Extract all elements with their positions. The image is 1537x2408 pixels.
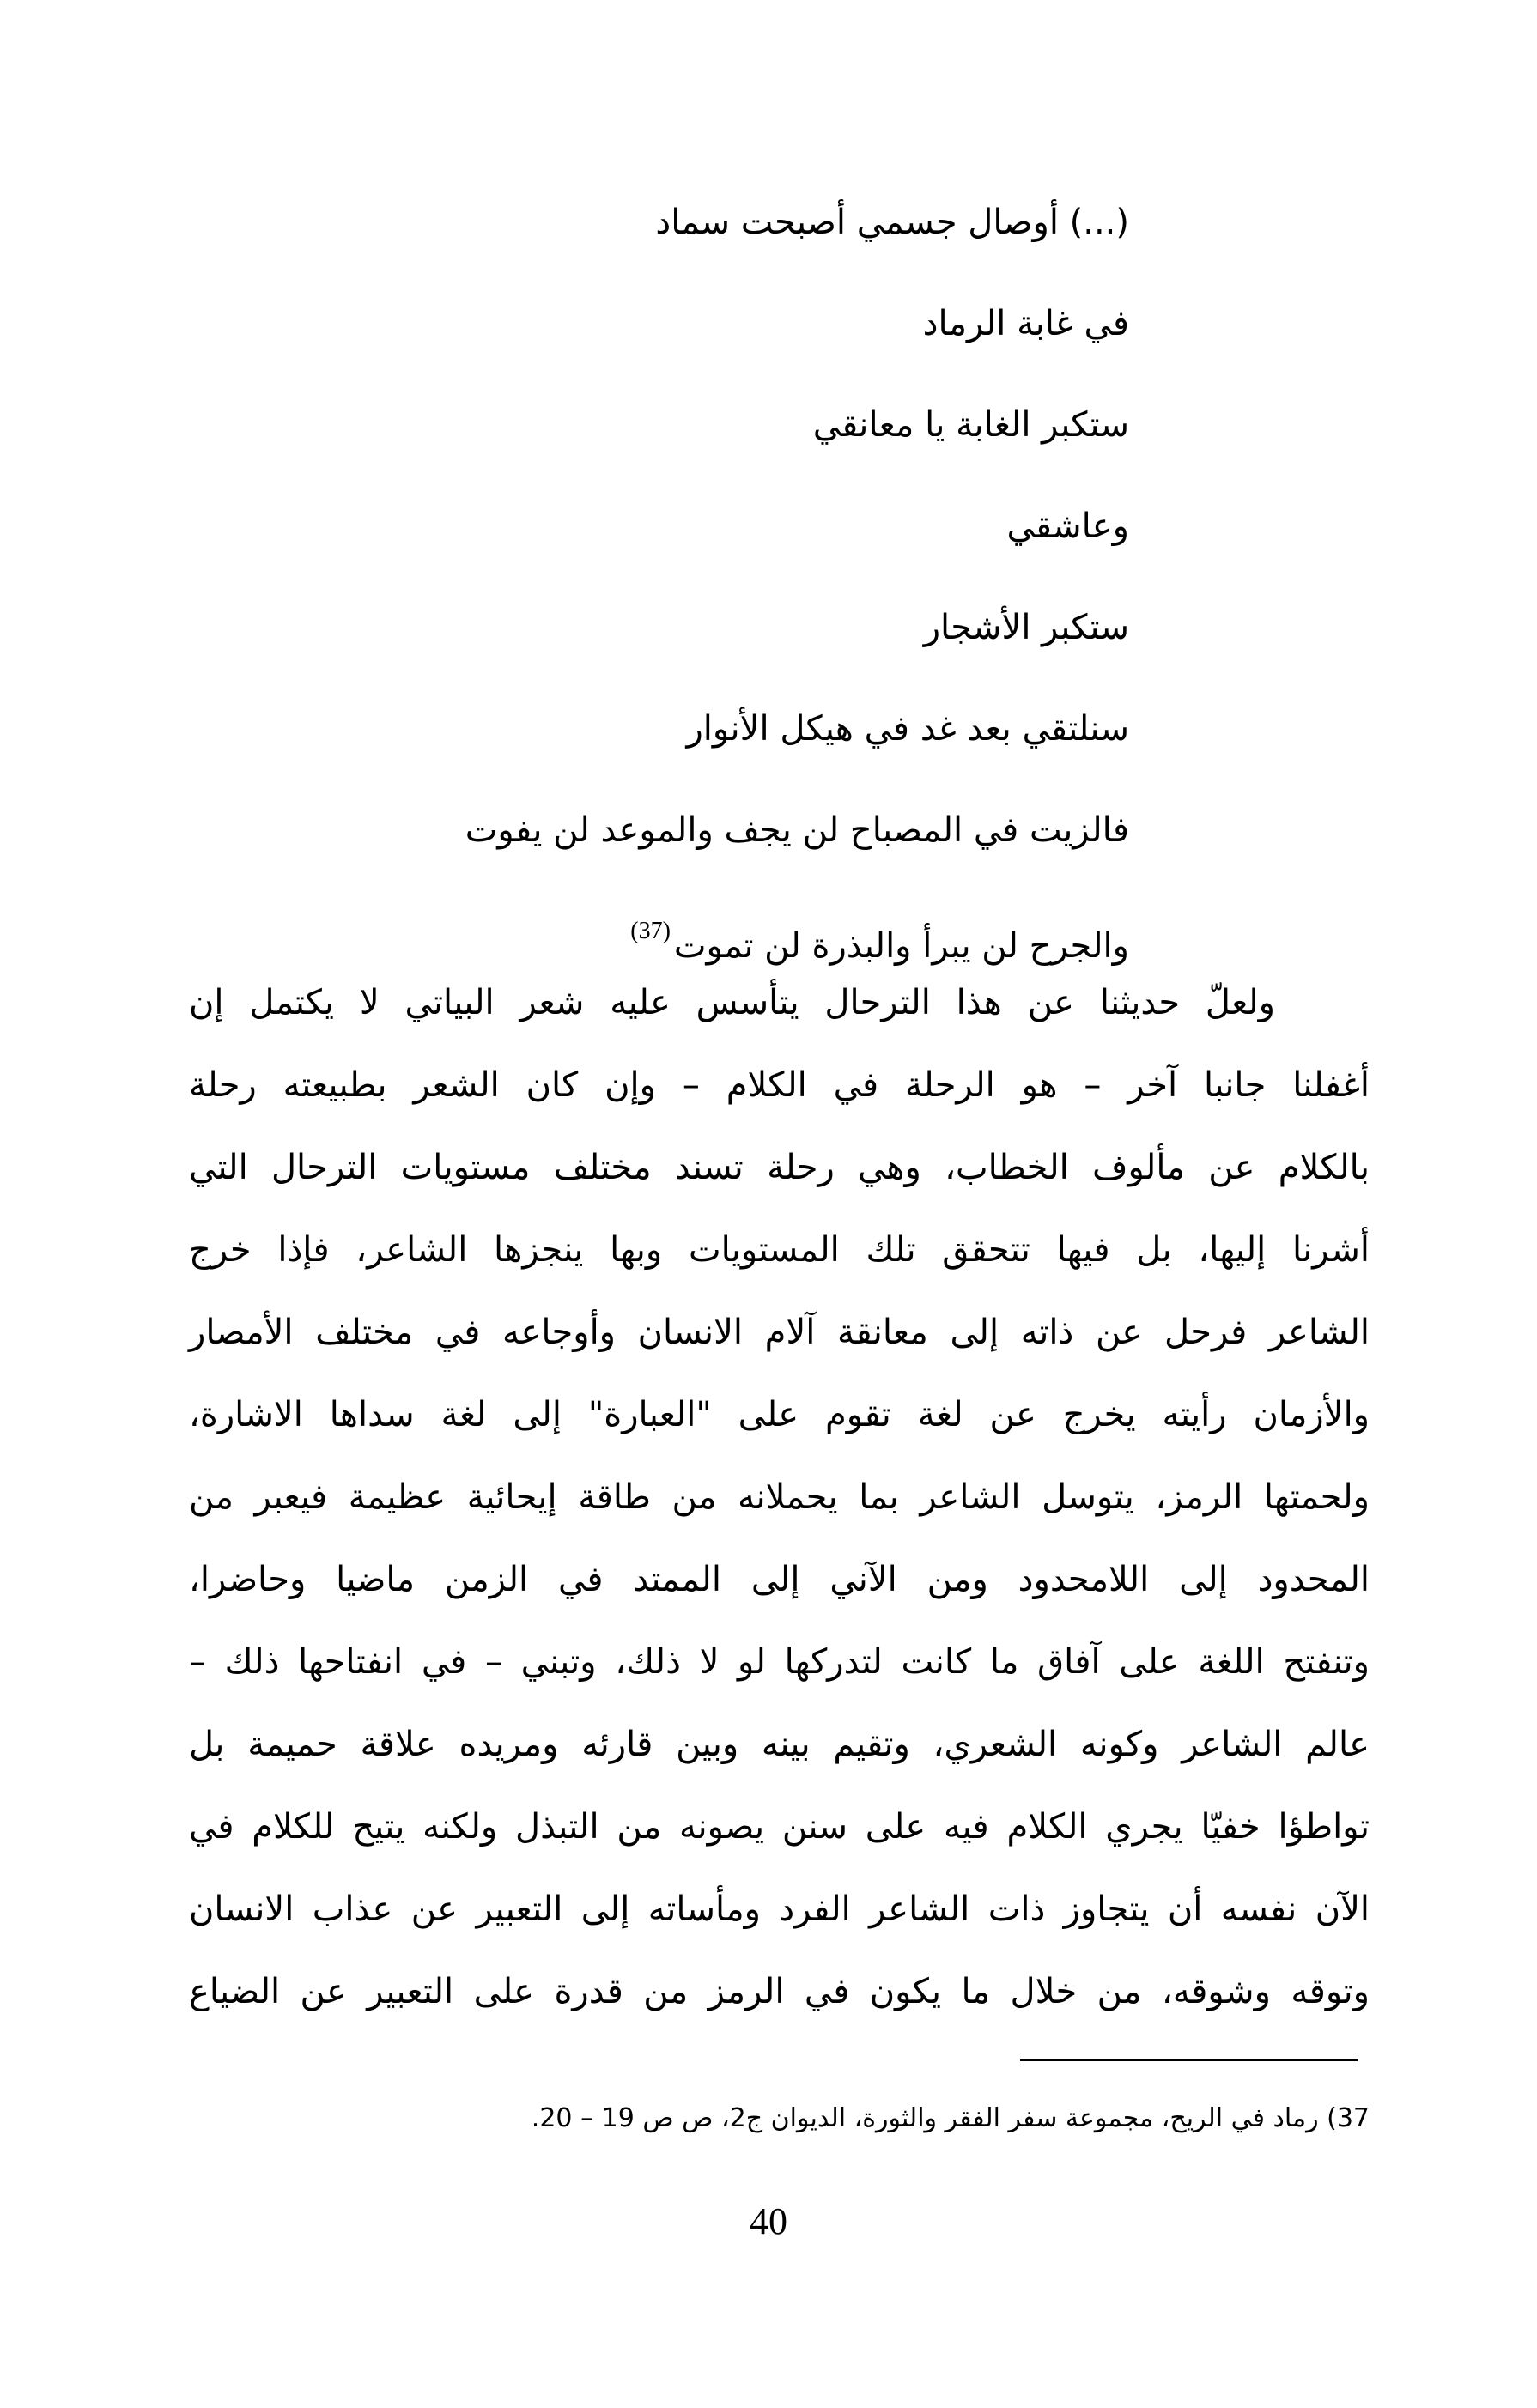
paragraph-line: الشاعر فرحل عن ذاته إلى معانقة آلام الانسان وأوجاعه في مختلف الأمصار bbox=[189, 1313, 1370, 1352]
paragraph-line: ولعلّ حديثنا عن هذا الترحال يتأسس عليه شعر البياتي لا يكتمل إن bbox=[189, 983, 1275, 1022]
poem-line: في غابة الرماد bbox=[922, 304, 1129, 343]
poem-line: ستكبر الأشجار bbox=[923, 608, 1129, 647]
page-number: 40 bbox=[750, 2200, 787, 2242]
poem-line: وعاشقي bbox=[1006, 506, 1129, 546]
paragraph-line: أغفلنا جانبا آخر – هو الرحلة في الكلام – وإن كان الشعر بطبيعته رحلة bbox=[189, 1065, 1370, 1105]
paragraph-line: ولحمتها الرمز، يتوسل الشاعر بما يحملانه من طاقة إيحائية عظيمة فيعبر من bbox=[189, 1477, 1370, 1517]
paragraph-line: الآن نفسه أن يتجاوز ذات الشاعر الفرد ومأساته إلى التعبير عن عذاب الانسان bbox=[189, 1889, 1370, 1929]
paragraph-line: والأزمان رأيته يخرج عن لغة تقوم على "العبارة" إلى لغة سداها الاشارة، bbox=[189, 1395, 1370, 1434]
paragraph-line: تواطؤا خفيّا يجري الكلام فيه على سنن يصونه من التبذل ولكنه يتيح للكلام في bbox=[189, 1807, 1370, 1847]
paragraph-line: بالكلام عن مألوف الخطاب، وهي رحلة تسند مختلف مستويات الترحال التي bbox=[189, 1148, 1370, 1187]
poem-line: فالزيت في المصباح لن يجف والموعد لن يفوت bbox=[465, 810, 1129, 850]
footnote: 37) رماد في الريح، مجموعة سفر الفقر والثورة، الديوان ج2، ص ص 19 – 20. bbox=[531, 2103, 1370, 2133]
paragraph-line: أشرنا إليها، بل فيها تتحقق تلك المستويات وبها ينجزها الشاعر، فإذا خرج bbox=[189, 1230, 1370, 1270]
paragraph-line: المحدود إلى اللامحدود ومن الآني إلى الممتد في الزمن ماضيا وحاضرا، bbox=[189, 1560, 1370, 1599]
footnote-reference[interactable]: (37) bbox=[630, 918, 671, 944]
footnote-divider bbox=[1020, 2059, 1358, 2061]
paragraph-line: وتوقه وشوقه، من خلال ما يكون في الرمز من قدرة على التعبير عن الضياع bbox=[189, 1972, 1370, 2011]
paragraph-line: عالم الشاعر وكونه الشعري، وتقيم بينه وبين قارئه ومريده علاقة حميمة بل bbox=[189, 1725, 1370, 1764]
poem-line: ستكبر الغابة يا معانقي bbox=[812, 405, 1129, 445]
poem-line: سنلتقي بعد غد في هيكل الأنوار bbox=[686, 709, 1129, 749]
poem-block bbox=[356, 172, 1129, 982]
poem-line: (...) أوصال جسمي أصبحت سماد bbox=[655, 203, 1129, 242]
paragraph-line: وتنفتح اللغة على آفاق ما كانت لتدركها لو لا ذلك، وتبني – في انفتاحها ذلك – bbox=[189, 1642, 1370, 1682]
poem-line-last: والجرح لن يبرأ والبذرة لن تموت$^{(37)}$ bbox=[630, 918, 1129, 966]
body-paragraph bbox=[189, 961, 1370, 2033]
